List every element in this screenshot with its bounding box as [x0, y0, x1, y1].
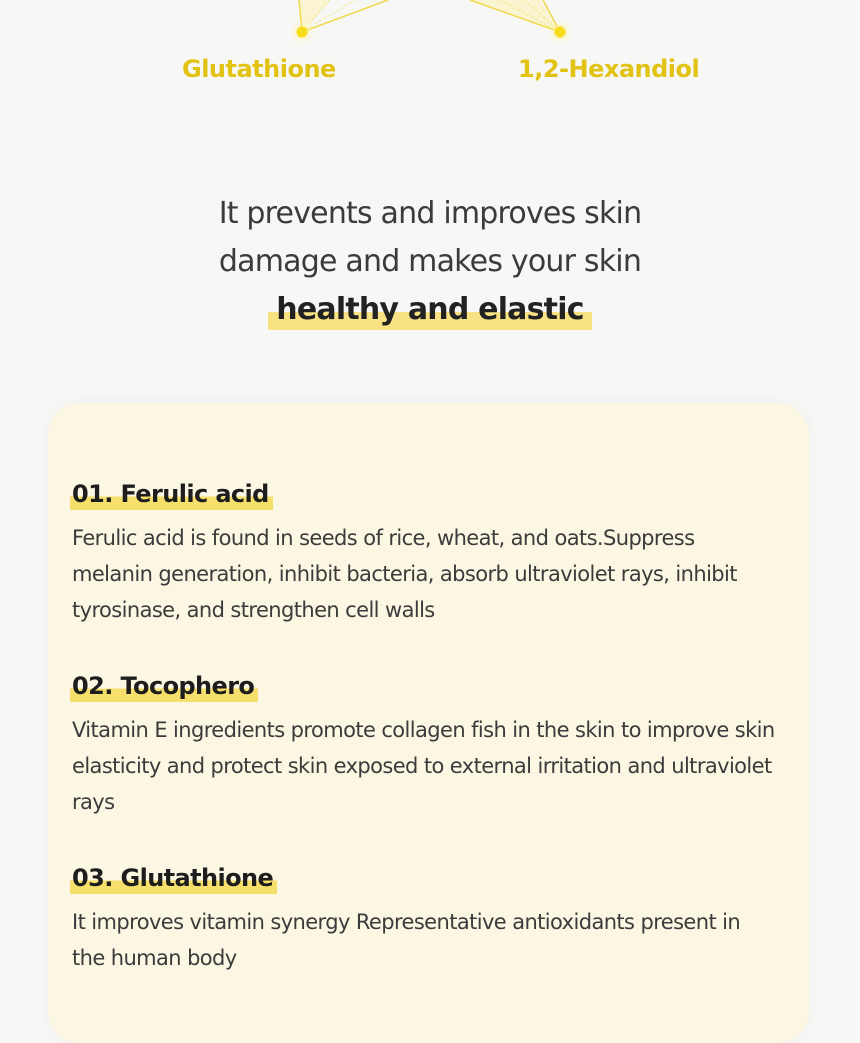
- diagram-label-glutathione: Glutathione: [182, 55, 336, 83]
- molecule-graphic: [0, 0, 860, 100]
- node-right: [555, 27, 566, 38]
- headline-line-1: It prevents and improves skin: [218, 196, 642, 231]
- ingredient-item: [72, 478, 777, 628]
- ingredient-description: Ferulic acid is found in seeds of rice, wheat, and oats.Suppress melanin generation, inhibit bacteria, absorb ultraviolet rays, inhibit tyrosinase, and strengthen cell walls: [72, 526, 737, 622]
- ingredient-item: [72, 862, 777, 976]
- node-left: [297, 27, 308, 38]
- ingredients-card: [48, 403, 809, 1043]
- diagram-label-hexandiol: 1,2-Hexandiol: [518, 55, 700, 83]
- headline-emphasis: healthy and elastic: [268, 290, 591, 330]
- ingredient-title: 02. Tocophero: [70, 670, 258, 702]
- ingredient-item: [72, 670, 777, 820]
- ingredient-description: It improves vitamin synergy Representative antioxidants present in the human body: [72, 910, 741, 970]
- headline: [0, 190, 860, 334]
- headline-line-2: damage and makes your skin: [218, 244, 642, 279]
- ingredient-description: Vitamin E ingredients promote collagen fish in the skin to improve skin elasticity and protect skin exposed to external irritation and ultraviolet rays: [72, 718, 775, 814]
- ingredient-title: 01. Ferulic acid: [70, 478, 273, 510]
- ingredient-diagram: [0, 0, 860, 100]
- ingredient-title: 03. Glutathione: [70, 862, 277, 894]
